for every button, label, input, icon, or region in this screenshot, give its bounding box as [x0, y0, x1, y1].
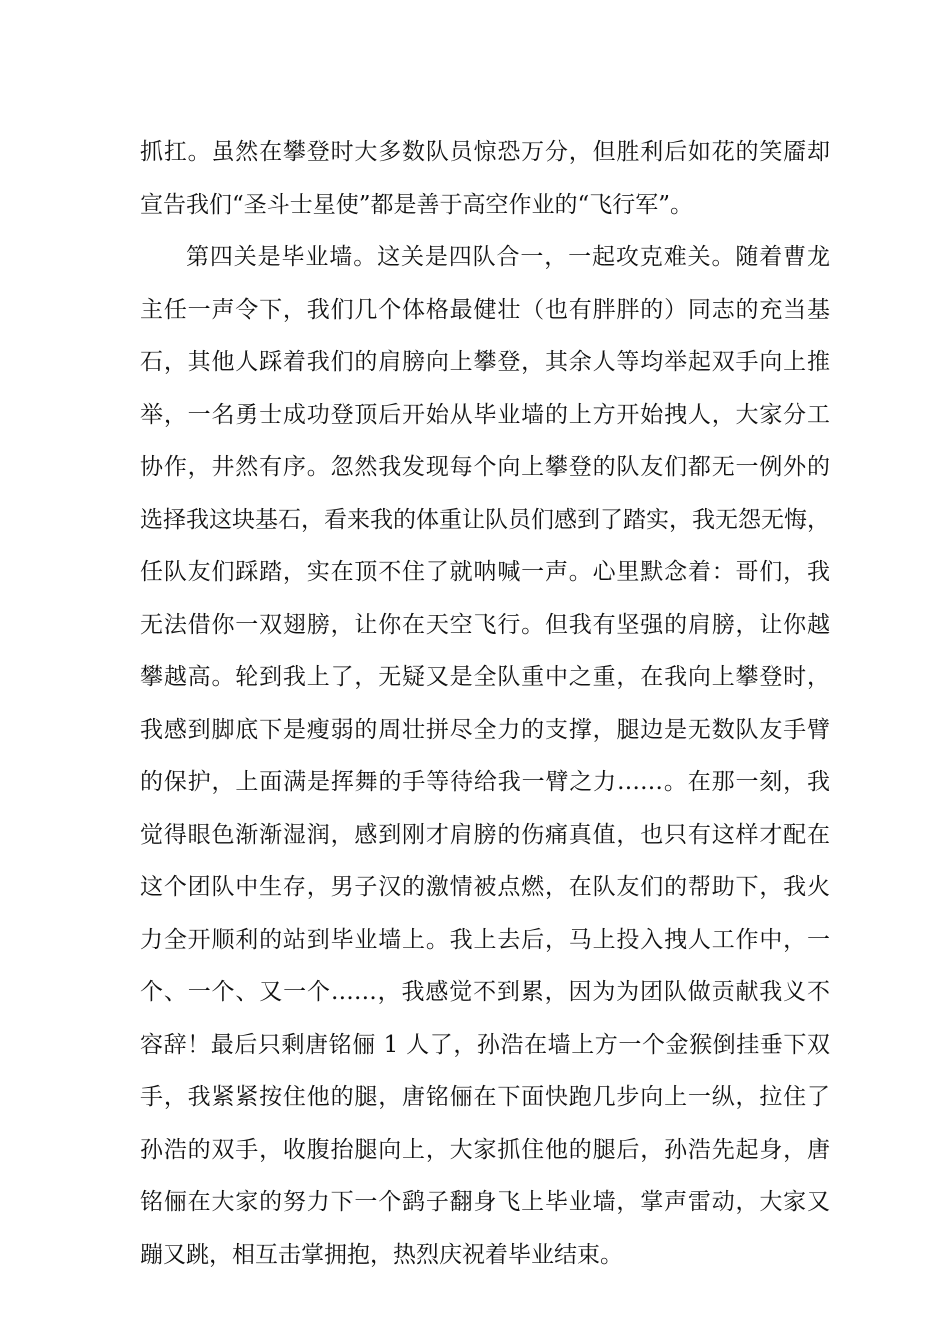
text-line: 蹦又跳，相互击掌拥抱，热烈庆祝着毕业结束。: [140, 1241, 623, 1268]
text-line: 铭俪在大家的努力下一个鹞子翻身飞上毕业墙，掌声雷动，大家又: [140, 1189, 830, 1215]
text-line: 这个团队中生存，男子汉的激情被点燃，在队友们的帮助下，我火: [140, 874, 830, 900]
text-line: 个、一个、又一个……，我感觉不到累，因为为团队做贡献我义不: [140, 979, 830, 1005]
body-text: [140, 126, 830, 1281]
text-line: 我感到脚底下是瘦弱的周壮拼尽全力的支撑，腿边是无数队友手臂: [140, 716, 830, 743]
text-line: 协作，井然有序。忽然我发现每个向上攀登的队友们都无一例外的: [140, 454, 830, 480]
text-line: 抓扛。虽然在攀登时大多数队员惊恐万分，但胜利后如花的笑靥却: [140, 139, 830, 165]
text-line: 容辞！最后只剩唐铭俪 1 人了，孙浩在墙上方一个金猴倒挂垂下双: [140, 1031, 830, 1058]
text-line: 举，一名勇士成功登顶后开始从毕业墙的上方开始拽人，大家分工: [140, 401, 830, 428]
text-line: 觉得眼色渐渐湿润，感到刚才肩膀的伤痛真值，也只有这样才配在: [140, 821, 830, 848]
text-line: 宣告我们“圣斗士星使”都是善于高空作业的“飞行军”。: [140, 191, 694, 218]
text-line: 任队友们踩踏，实在顶不住了就呐喊一声。心里默念着：哥们，我: [140, 559, 830, 585]
text-line: 手，我紧紧按住他的腿，唐铭俪在下面快跑几步向上一纵，拉住了: [140, 1084, 830, 1110]
text-line: 第四关是毕业墙。这关是四队合一，一起攻克难关。随着曹龙: [186, 244, 830, 270]
text-line: 石，其他人踩着我们的肩膀向上攀登，其余人等均举起双手向上推: [140, 349, 830, 375]
text-line: 主任一声令下，我们几个体格最健壮（也有胖胖的）同志的充当基: [140, 296, 830, 323]
text-line: 孙浩的双手，收腹抬腿向上，大家抓住他的腿后，孙浩先起身，唐: [140, 1136, 830, 1163]
text-line: 攀越高。轮到我上了，无疑又是全队重中之重，在我向上攀登时，: [140, 664, 830, 690]
text-line: 无法借你一双翅膀，让你在天空飞行。但我有坚强的肩膀，让你越: [140, 611, 830, 638]
text-line: 选择我这块基石，看来我的体重让队员们感到了踏实，我无怨无悔，: [140, 506, 830, 533]
text-line: 力全开顺利的站到毕业墙上。我上去后，马上投入拽人工作中，一: [140, 926, 830, 953]
text-line: 的保护，上面满是挥舞的手等待给我一臂之力……。在那一刻，我: [140, 769, 830, 795]
